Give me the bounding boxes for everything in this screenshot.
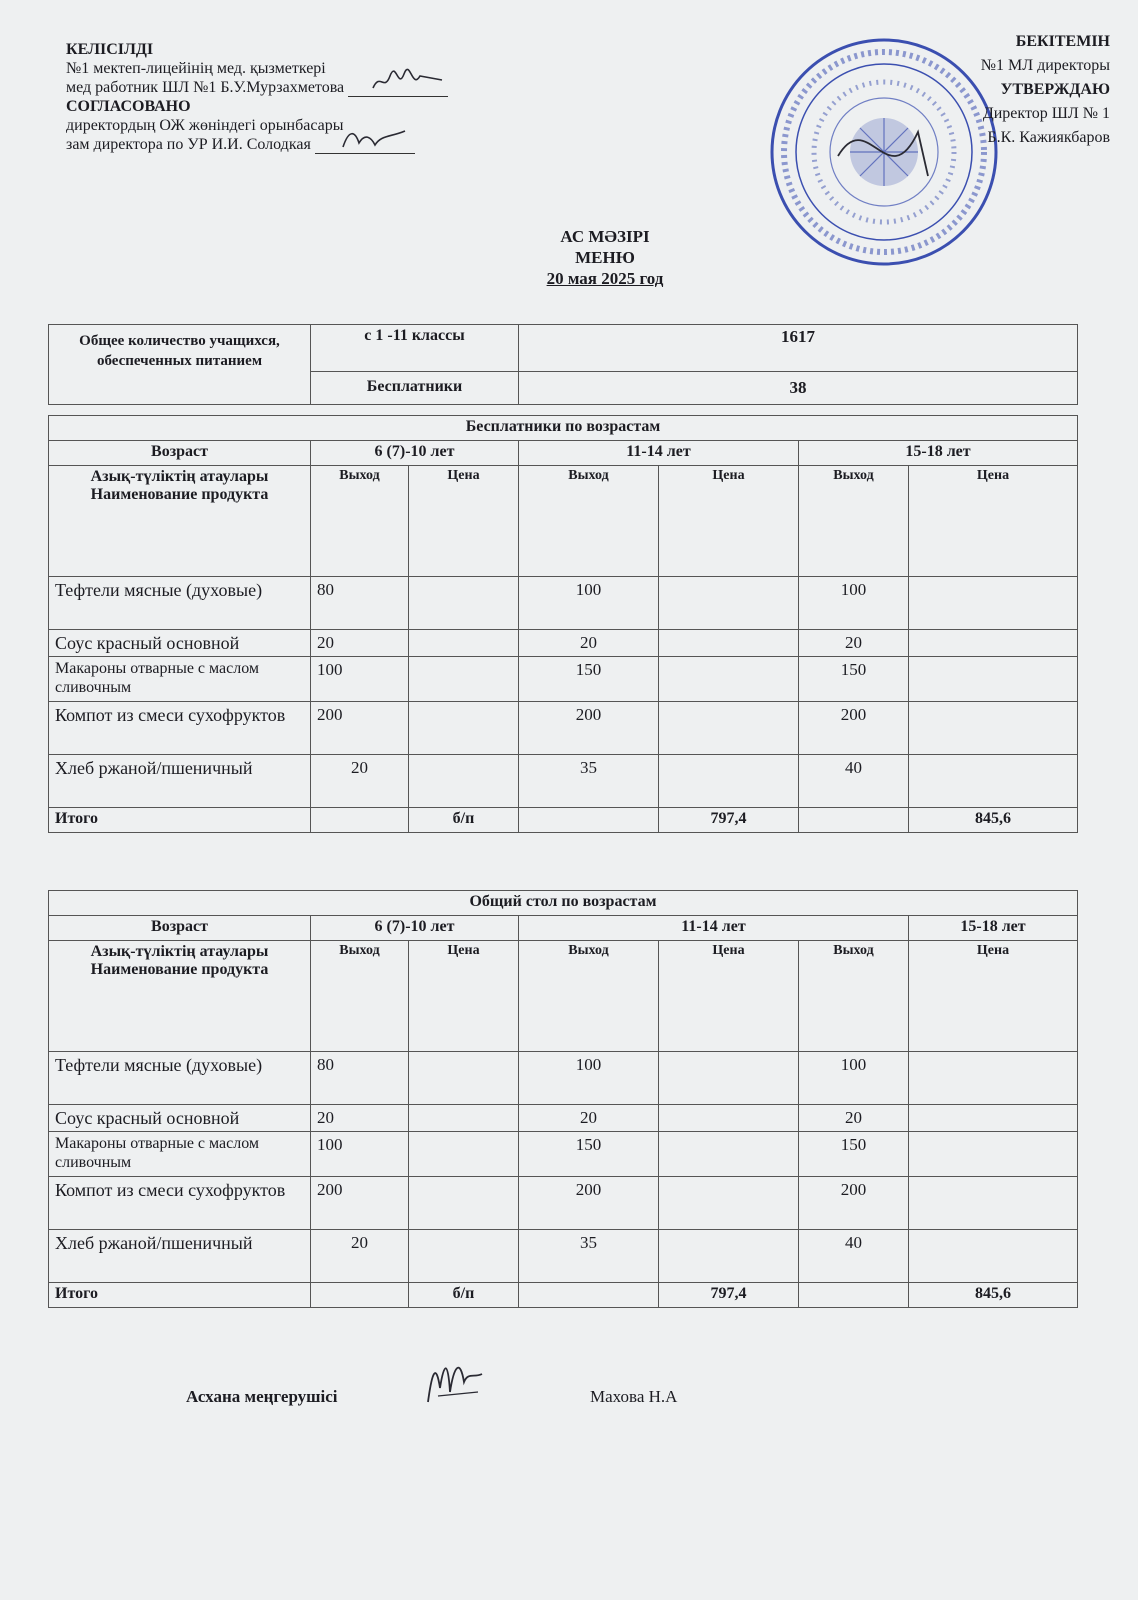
- medic-signature: [348, 82, 448, 97]
- output-value: 20: [519, 630, 659, 657]
- menu-date: 20 мая 2025 год: [546, 269, 664, 288]
- age-group-3: 15-18 лет: [909, 916, 1078, 941]
- summary-free-count: 38: [519, 372, 1078, 405]
- output-value: 200: [519, 1177, 659, 1230]
- total-row: [49, 1283, 1078, 1308]
- output-value: 200: [799, 702, 909, 755]
- canteen-head-label: Асхана меңгерушісі: [186, 1387, 338, 1406]
- output-value: 100: [799, 577, 909, 630]
- table-row: [49, 1105, 1078, 1132]
- output-value: 150: [519, 1132, 659, 1177]
- output-value: 100: [799, 1052, 909, 1105]
- agreed-ru: СОГЛАСОВАНО: [66, 98, 191, 115]
- total-value-3: 845,6: [909, 808, 1078, 833]
- total-value-1: б/п: [409, 1283, 519, 1308]
- product-header-ru: Наименование продукта: [90, 486, 269, 503]
- table-title: Общий стол по возрастам: [49, 891, 1078, 916]
- free-meals-table: [48, 415, 1078, 833]
- output-value: 40: [799, 1230, 909, 1283]
- product-name: Тефтели мясные (духовые): [49, 577, 311, 630]
- product-header-ru: Наименование продукта: [90, 961, 269, 978]
- product-name: Хлеб ржаной/пшеничный: [49, 1230, 311, 1283]
- output-header: Выход: [799, 941, 909, 1052]
- product-header: [49, 941, 311, 1052]
- output-header: Выход: [311, 941, 409, 1052]
- age-group-1: 6 (7)-10 лет: [311, 916, 519, 941]
- medic-position-kz: №1 мектеп-лицейінің мед. қызметкері: [66, 60, 326, 77]
- product-name: Хлеб ржаной/пшеничный: [49, 755, 311, 808]
- output-value: 35: [519, 1230, 659, 1283]
- title-ru: МЕНЮ: [575, 248, 635, 267]
- director-name: Б.К. Кажиякбаров: [987, 129, 1110, 146]
- summary-free: Бесплатники: [311, 372, 519, 405]
- output-value: 40: [799, 755, 909, 808]
- product-header-kz: Азық-түліктің атаулары: [90, 943, 269, 960]
- summary-grades: с 1 -11 классы: [311, 325, 519, 372]
- table-row: [49, 1230, 1078, 1283]
- output-value: 150: [799, 657, 909, 702]
- output-value: 20: [311, 1105, 409, 1132]
- agreement-block: [66, 40, 448, 154]
- table-row: [49, 630, 1078, 657]
- output-value: 20: [519, 1105, 659, 1132]
- summary-grades-count: 1617: [519, 325, 1078, 372]
- output-value: 200: [311, 1177, 409, 1230]
- table-title: Бесплатники по возрастам: [49, 416, 1078, 441]
- output-value: 100: [311, 1132, 409, 1177]
- director-position-kz: №1 МЛ директоры: [980, 57, 1110, 74]
- output-value: 100: [519, 1052, 659, 1105]
- output-value: 80: [311, 1052, 409, 1105]
- output-value: 20: [799, 630, 909, 657]
- output-value: 100: [519, 577, 659, 630]
- age-label: Возраст: [49, 441, 311, 466]
- summary-table: [48, 324, 1078, 405]
- output-value: 150: [799, 1132, 909, 1177]
- title-kz: АС МӘЗІРІ: [560, 227, 650, 246]
- output-header: Выход: [311, 466, 409, 577]
- output-value: 20: [311, 755, 409, 808]
- output-value: 20: [799, 1105, 909, 1132]
- product-header: [49, 466, 311, 577]
- approve-ru: УТВЕРЖДАЮ: [1000, 81, 1110, 98]
- general-table: [48, 890, 1078, 1308]
- product-name: Компот из смеси сухофруктов: [49, 1177, 311, 1230]
- product-header-kz: Азық-түліктің атаулары: [90, 468, 269, 485]
- age-label: Возраст: [49, 916, 311, 941]
- table-row: [49, 577, 1078, 630]
- output-value: 100: [311, 657, 409, 702]
- output-value: 150: [519, 657, 659, 702]
- output-header: Выход: [519, 466, 659, 577]
- deputy-name: зам директора по УР И.И. Солодкая: [66, 136, 311, 153]
- total-value-2: 797,4: [659, 808, 799, 833]
- output-value: 35: [519, 755, 659, 808]
- age-group-1: 6 (7)-10 лет: [311, 441, 519, 466]
- price-header: Цена: [659, 466, 799, 577]
- price-header: Цена: [409, 941, 519, 1052]
- total-label: Итого: [49, 1283, 311, 1308]
- output-header: Выход: [519, 941, 659, 1052]
- total-label: Итого: [49, 808, 311, 833]
- canteen-head-signature: [418, 1352, 488, 1412]
- product-name: Тефтели мясные (духовые): [49, 1052, 311, 1105]
- document-title: [0, 226, 1138, 289]
- total-row: [49, 808, 1078, 833]
- price-header: Цена: [909, 941, 1078, 1052]
- price-header: Цена: [409, 466, 519, 577]
- product-name: Соус красный основной: [49, 630, 311, 657]
- product-name: Макароны отварные с маслом сливочным: [49, 1132, 311, 1177]
- agreed-kz: КЕЛІСІЛДІ: [66, 41, 154, 58]
- age-group-2: 11-14 лет: [519, 441, 799, 466]
- director-position-ru: Директор ШЛ № 1: [982, 105, 1110, 122]
- output-value: 20: [311, 1230, 409, 1283]
- summary-label: Общее количество учащихся, обеспеченных питанием: [49, 325, 311, 405]
- price-header: Цена: [659, 941, 799, 1052]
- output-value: 80: [311, 577, 409, 630]
- output-value: 200: [519, 702, 659, 755]
- price-header: Цена: [909, 466, 1078, 577]
- deputy-signature: [315, 139, 415, 154]
- approval-block: [981, 30, 1110, 150]
- output-value: 200: [799, 1177, 909, 1230]
- product-name: Компот из смеси сухофруктов: [49, 702, 311, 755]
- table-row: [49, 657, 1078, 702]
- table-row: [49, 1177, 1078, 1230]
- total-value-2: 797,4: [659, 1283, 799, 1308]
- total-value-1: б/п: [409, 808, 519, 833]
- approve-kz: БЕКІТЕМІН: [1015, 33, 1110, 50]
- canteen-head-name: Махова Н.А: [590, 1387, 678, 1406]
- product-name: Соус красный основной: [49, 1105, 311, 1132]
- medic-name: мед работник ШЛ №1 Б.У.Мурзахметова: [66, 79, 345, 96]
- age-group-2: 11-14 лет: [519, 916, 909, 941]
- output-value: 200: [311, 702, 409, 755]
- product-name: Макароны отварные с маслом сливочным: [49, 657, 311, 702]
- total-value-3: 845,6: [909, 1283, 1078, 1308]
- deputy-position-kz: директордың ОЖ жөніндегі орынбасары: [66, 117, 344, 134]
- table-row: [49, 702, 1078, 755]
- table-row: [49, 1052, 1078, 1105]
- output-value: 20: [311, 630, 409, 657]
- table-row: [49, 755, 1078, 808]
- table-row: [49, 1132, 1078, 1177]
- age-group-3: 15-18 лет: [799, 441, 1078, 466]
- output-header: Выход: [799, 466, 909, 577]
